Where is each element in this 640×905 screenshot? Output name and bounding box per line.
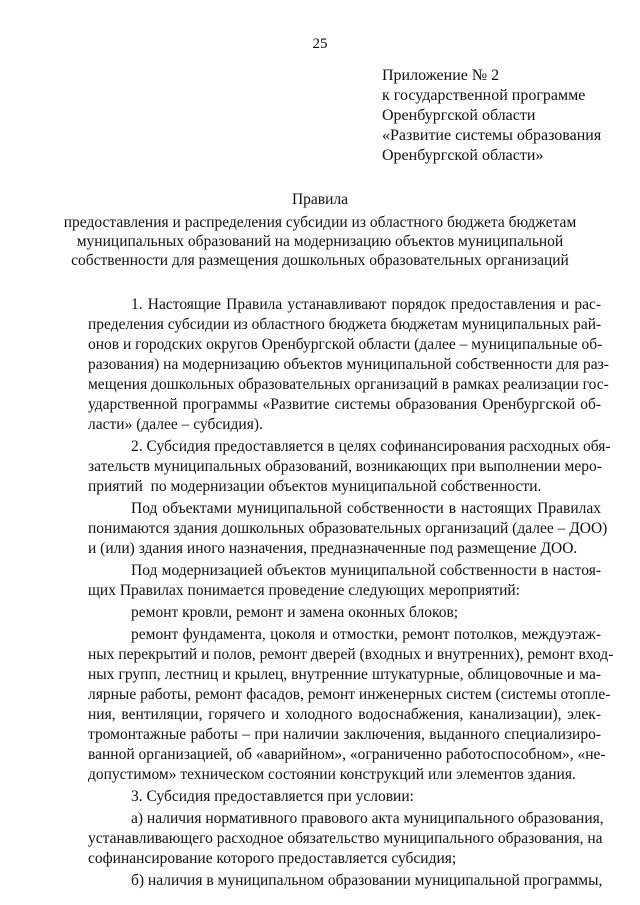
appendix-line: «Развитие системы образования (382, 127, 602, 144)
body-line: а) наличия нормативного правового акта муниципального образования, (131, 810, 604, 827)
page-number: 25 (312, 36, 328, 52)
body-line: разования) на модернизацию объектов муниципальной собственности для раз- (88, 356, 609, 373)
body-line: тромонтажные работы – при наличии заключения, выданного специализиро- (88, 726, 601, 743)
body-line: понимаются здания дошкольных образовательных организаций (далее – ДОО) (88, 520, 608, 537)
appendix-line: Оренбургской области» (382, 147, 544, 164)
body-line: зательств муниципальных образований, возникающих при выполнении меро- (88, 458, 602, 475)
body-line: онов и городских округов Оренбургской области (далее – муниципальные об- (88, 336, 603, 353)
body-line: ударственной программы «Развитие системы образования Оренбургской об- (88, 396, 601, 413)
body-line: приятий по модернизации объектов муниципальной собственности. (88, 478, 542, 495)
body-line: ремонт кровли, ремонт и замена оконных блоков; (131, 604, 459, 621)
title-line: Правила (291, 191, 349, 208)
body-line: б) наличия в муниципальном образовании муниципальной программы, (131, 872, 603, 889)
body-line: Под объектами муниципальной собственности в настоящих Правилах (131, 500, 601, 517)
title-line: собственности для размещения дошкольных образовательных организаций (71, 252, 569, 269)
body-line: ных перекрытий и полов, ремонт дверей (входных и внутренних), ремонт вход- (88, 646, 614, 663)
body-line: лярные работы, ремонт фасадов, ремонт инженерных систем (системы отопле- (88, 686, 611, 703)
appendix-line: Оренбургской области (382, 107, 536, 124)
body-line: 3. Субсидия предоставляется при условии: (131, 788, 414, 805)
body-line: допустимом» техническом состоянии конструкций или элементов здания. (88, 766, 576, 783)
body-line: Под модернизацией объектов муниципальной собственности в настоя- (131, 562, 601, 579)
appendix-line: Приложение № 2 (382, 67, 500, 84)
body-line: ремонт фундамента, цоколя и отмостки, ремонт потолков, междуэтаж- (131, 626, 601, 643)
body-line: и (или) здания иного назначения, предназначенные под размещение ДОО. (88, 540, 578, 557)
body-line: 2. Субсидия предоставляется в целях софинансирования расходных обя- (131, 438, 611, 455)
body-line: ласти» (далее – субсидия). (88, 416, 263, 433)
body-line: щих Правилах понимается проведение следующих мероприятий: (88, 582, 520, 599)
body-line: 1. Настоящие Правила устанавливают порядок предоставления и рас- (131, 296, 601, 313)
title-line: муниципальных образований на модернизацию объектов муниципальной (76, 233, 564, 250)
title-line: предоставления и распределения субсидии из областного бюджета бюджетам (63, 214, 577, 231)
body-line: мещения дошкольных образовательных организаций в рамках реализации гос- (88, 376, 609, 393)
body-line: ванной организацией, об «аварийном», «ограниченно работоспособном», «не- (88, 746, 606, 763)
body-line: ных групп, лестниц и крылец, внутренние штукатурные, облицовочные и ма- (88, 666, 601, 683)
body-line: устанавливающего расходное обязательство муниципального образования, на (88, 830, 603, 847)
body-line: пределения субсидии из областного бюджета бюджетам муниципальных рай- (88, 316, 602, 333)
body-line: ния, вентиляции, горячего и холодного водоснабжения, канализации), элек- (88, 706, 601, 723)
appendix-line: к государственной программе (382, 87, 586, 104)
body-line: софинансирование которого предоставляется субсидия; (88, 850, 457, 867)
